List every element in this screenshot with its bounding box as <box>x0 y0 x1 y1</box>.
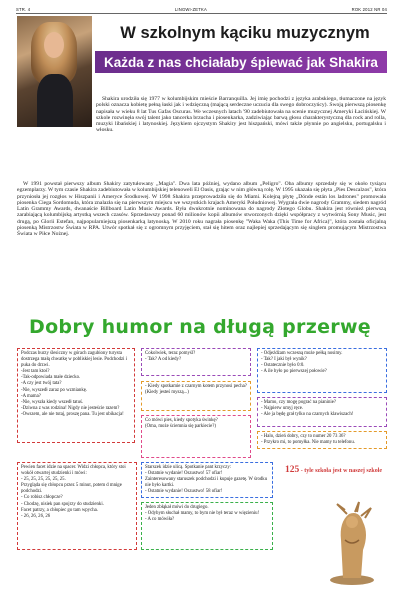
article-subtitle-banner: Każda z nas chciałaby śpiewać jak Shakira <box>95 51 387 73</box>
joke-box-7: - Halo, dzień dobry, czy to numer 20 73 36? - Przykro mi, to pomyłka. Nie mamy tu telefonu. <box>257 431 387 449</box>
page-header <box>16 5 387 14</box>
issue-info: ROK 2012 NR 04 <box>351 6 387 12</box>
magazine-name: LINGWI-ZETKA <box>174 6 208 12</box>
article-paragraph-2: W 1991 powstał pierwszy album Shakiry zatytułowany „Magia". Dwa lata później, wydano album „Peligro". Oba albumy sprzedały się w około tysiącu egzemplarzy. W tym czasie Shakira zadebiutowała w kolumbijskiej telenoweli El Oasis, grając w nim główną rolę. W 1995 ukazała się płyta „Pies Descalzos", która przyniosła jej rozgłos w Hiszpanii i Ameryce Środkowej. W 1998 Shakira przeprowadziła się do Miami. Kolejną płytę „Dónde están los ladrones" promowała piosenka Ciega Sordomuda, która znalazła się na pierwszym miejscu we wszystkich krajach Ameryki Południowej. Wygrała dwie nagrody Grammy, siedem nagród Latin Grammy Awards, dwanaście Billboard Latin Music Awards. Była dwukrotnie nominowana do nagrody Złotego Globu. Shakira jest również pierwszą zarabiającą kolumbijską artystką wszech czasów. Sprzedawszy ponad 60 milionów kopii albumów stworzonych dzięki współpracy z wytwórnią Sony Music, jest drugą, po Glorii Estefan, najpopularniejszą piosenkarką latynoską. W 2010 roku nagrała piosenkę "Waka Waka (This Time for Africa)", która została oficjalną piosenką Mistrzostw Świata w RPA. Utwór spotkał się z ogromnym przyjęciem, stał się hitem oraz najlepiej sprzedającym się singlem promującym Mistrzostwa Świata w Piłce Nożnej. <box>17 181 386 237</box>
statue-image <box>325 500 380 586</box>
joke-box-6: - Mamo, czy mogę pograć na pianinie? - Najpierw umyj ręce. - Ale ja będę grał tylko na czarnych klawiszach! <box>257 397 387 427</box>
page-number: STR. 4 <box>16 6 31 12</box>
shakira-photo <box>17 16 92 127</box>
promo-number: 125 <box>285 465 300 475</box>
humor-title: Dobry humor na długą przerwę <box>29 316 371 338</box>
joke-box-9: Starszek idzie ulicą. Spotkanie pant krzyczy: - Ostatnie wydanie! Oszustwo! 57 ofiar! Zainteresowany staruszek podchodzi i kupuje gazetę. W środku nie było kartki. - Ostatnie wydanie! Oszustwo! 58 ofiar! <box>141 462 273 498</box>
joke-box-8: Pewien facet idzie na spacer. Widzi chłopca, który stoi wokół otwartej studzienki i mówi: - 25, 25, 25, 25, 25, 25. Przygląda się chłopcu przez 5 minut, potem d mnige podchodzi. - Co robisz chłopcze? - Chodzę, nisiek pan spojrzy do studzienki. Facet patrzy, a chłopiec go tam wpycha. - 26, 26, 26, 26 <box>17 462 137 550</box>
article-paragraph-1: Shakira urodziła się 1977 w kolumbijskim mieście Barranquilla. Jej imię pochodzi z języka arabskiego, tłumaczone na język polski oznacza kobietę pełną łaski jak i wdzięczną (mającą serdeczne uczucia dla swego dobroczyńcy). Swoją pierwszą piosenkę napisała w wieku 8 lat Tus Gafas Oscuras. We wczesnych latach '90 zadebiutowała na scenie muzycznej Ameryki Łacińskiej. W szkole rozwinęła swój talent jako tancerka brzucha i piosenkarka, zadziwiając barwą głosu charakterystyczną dla rock and rolla, muzyki libańskiej i latynoskiej. Językiem ojczystym Shakiry jest hiszpański, mówi także płynnie po angielsku, portugalsku i włosku. <box>96 96 386 134</box>
joke-box-4: Co mówi pies, kiedy spotyka świnkę? (Oma, może ściemnia się parkiecie?) <box>141 415 251 458</box>
joke-box-5: - Odjeżdżam wczesną może pełką nosimy. - Tak? I jaki był wynik? - Ostatecznie było 0:0. - A ile było po pierwszej połowie? <box>257 348 387 393</box>
promo-text: - tyle szkoła jest w naszej szkole <box>299 468 383 474</box>
school-promo <box>285 467 387 497</box>
joke-box-10: Jeden zbłąkał mówi do drugiego. - Odybym słuchał mamy, to bym nie był teraz w więzieniu! - A co mówiła? <box>141 502 273 550</box>
joke-box-2: Cokolwiek, teraz pomyśl? - Tak? A od kiedy? <box>141 348 251 376</box>
joke-box-3: - Kiedy spotkamie z czarnym kotem przynosi pecha? (Kiedy jesteś myszą...) <box>141 381 251 411</box>
article-title: W szkolnym kąciku muzycznym <box>120 24 370 42</box>
joke-box-1: Podczas burzy ślesiczny w górach zagubiony turysta dostrzega małą chwatkę w pobliskiej lesie. Podchodzi i puka do drzwi. -Jest tam ktoś? -Tak-odpowiada małe dziecko. -A czy jest twój tata? -Nie, wyszedł zaraz po wzmiankę. -A mama? -Nie, wyszła kiedy wszedł tatuś. -Dziwna z was rodzina! Nigdy nie jesteście razem? -Owszem, ale nie tutaj, proszę pana. Tu jest ubikacja! <box>17 348 135 443</box>
